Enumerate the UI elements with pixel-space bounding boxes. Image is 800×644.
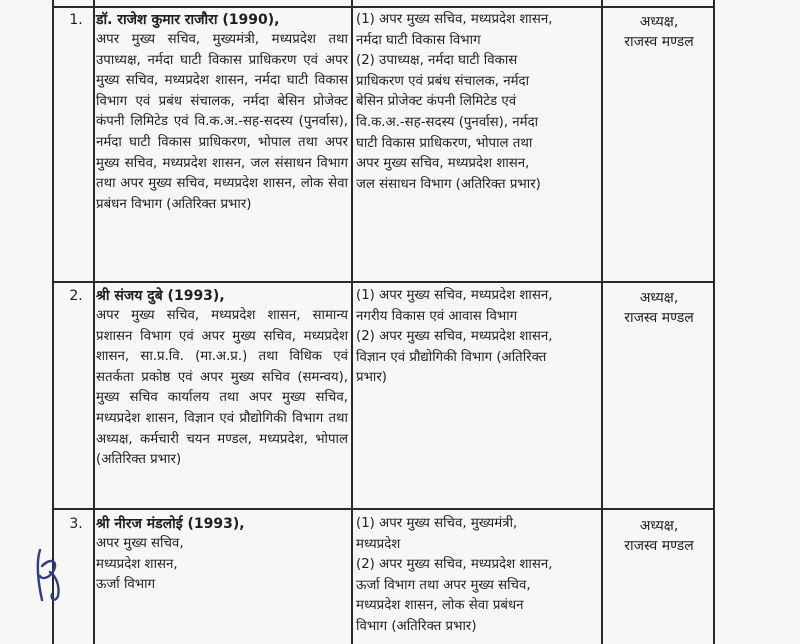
posting-line: जल संसाधन विभाग (अतिरिक्त प्रभार) (356, 176, 541, 192)
column-divider (93, 0, 95, 644)
row-divider (52, 508, 714, 510)
officer-cell (96, 286, 348, 471)
charge-line: राजस्व मण्डल (624, 34, 694, 50)
posting-line: विज्ञान एवं प्रौद्योगिकी विभाग (अतिरिक्त (356, 349, 547, 365)
posting-line: ऊर्जा विभाग तथा अपर मुख्य सचिव, (356, 577, 531, 593)
charge-line: अध्यक्ष, (639, 518, 679, 534)
posting-line: (1) अपर मुख्य सचिव, मध्यप्रदेश शासन, (356, 288, 553, 303)
posting-line: प्राधिकरण एवं प्रबंध संचालक, नर्मदा (356, 73, 530, 89)
new-posting-cell (356, 286, 600, 389)
posting-line: (1) अपर मुख्य सचिव, मुख्यमंत्री, (356, 516, 518, 531)
additional-charge-cell (606, 288, 712, 328)
posting-line: वि.क.अ.-सह-सदस्य (पुनर्वास), नर्मदा (356, 114, 539, 130)
current-designation: अपर मुख्य सचिव, मध्यप्रदेश शासन, सामान्य प्रशासन विभाग एवं अपर मुख्य सचिव, मध्यप्रदेश शासन, सा.प्र.वि. (मा.अ.प्र.) तथा विधिक एवं सतर्कता प्रकोष्ठ एवं अपर मुख्य सचिव (समन्वय), मुख्य सचिव कार्यालय तथा अपर मुख्य सचिव, मध्यप्रदेश शासन, विज्ञान एवं प्रौद्योगिकी विभाग तथा अध्यक्ष, कर्मचारी चयन मण्डल, मध्यप्रदेश, भोपाल (अतिरिक्त प्रभार) (96, 308, 348, 468)
column-divider (601, 0, 603, 644)
serial-number: 2. (69, 288, 83, 304)
charge-line: राजस्व मण्डल (624, 310, 694, 326)
posting-line: (2) उपाध्यक्ष, नर्मदा घाटी विकास (356, 53, 518, 69)
officer-name: श्री संजय दुबे (1993), (96, 288, 225, 304)
current-designation-line: मध्यप्रदेश शासन, (96, 556, 178, 572)
row-divider (52, 6, 714, 8)
officer-cell (96, 10, 348, 215)
table-border-right (713, 0, 715, 644)
posting-line: अपर मुख्य सचिव, मध्यप्रदेश शासन, (356, 156, 530, 172)
officer-cell (96, 514, 348, 596)
new-posting-cell (356, 10, 600, 195)
additional-charge-cell (606, 516, 712, 556)
current-designation-line: ऊर्जा विभाग (96, 577, 156, 593)
charge-line: अध्यक्ष, (639, 290, 679, 306)
additional-charge-cell (606, 12, 712, 52)
posting-line: प्रभार) (356, 370, 387, 386)
current-designation: अपर मुख्य सचिव, मुख्यमंत्री, मध्यप्रदेश तथा उपाध्यक्ष, नर्मदा घाटी विकास प्राधिकरण एवं अपर मुख्य सचिव, मध्यप्रदेश शासन, नर्मदा घाटी विकास विभाग एवं प्रबंध संचालक, नर्मदा बेसिन प्रोजेक्ट कंपनी लिमिटेड एवं वि.क.अ.-सह-सदस्य (पुनर्वास), नर्मदा घाटी विकास प्राधिकरण, भोपाल तथा अपर मुख्य सचिव, मध्यप्रदेश शासन, जल संसाधन विभाग तथा अपर मुख्य सचिव, मध्यप्रदेश शासन, लोक सेवा प्रबंधन विभाग (अतिरिक्त प्रभार) (96, 32, 348, 212)
posting-line: नर्मदा घाटी विकास विभाग (356, 32, 481, 48)
posting-line: (1) अपर मुख्य सचिव, मध्यप्रदेश शासन, (356, 12, 553, 27)
column-divider (351, 0, 353, 644)
posting-line: (2) अपर मुख्य सचिव, मध्यप्रदेश शासन, (356, 557, 553, 573)
officer-name: डॉ. राजेश कुमार राजौरा (1990), (96, 12, 280, 28)
serial-number: 1. (69, 12, 83, 28)
officer-name: श्री नीरज मंडलोई (1993), (96, 516, 245, 532)
posting-line: बेसिन प्रोजेक्ट कंपनी लिमिटेड एवं (356, 94, 517, 110)
handwritten-initials (32, 542, 72, 606)
posting-line: नगरीय विकास एवं आवास विभाग (356, 308, 518, 324)
posting-line: विभाग (अतिरिक्त प्रभार) (356, 618, 477, 634)
posting-line: मध्यप्रदेश शासन, लोक सेवा प्रबंधन (356, 598, 524, 614)
current-designation-line: अपर मुख्य सचिव, (96, 536, 184, 551)
posting-line: मध्यप्रदेश (356, 536, 401, 552)
charge-line: राजस्व मण्डल (624, 538, 694, 554)
row-divider (52, 281, 714, 283)
serial-number: 3. (69, 516, 83, 532)
posting-line: (2) अपर मुख्य सचिव, मध्यप्रदेश शासन, (356, 329, 553, 345)
charge-line: अध्यक्ष, (639, 14, 679, 30)
posting-line: घाटी विकास प्राधिकरण, भोपाल तथा (356, 135, 533, 151)
new-posting-cell (356, 514, 600, 638)
